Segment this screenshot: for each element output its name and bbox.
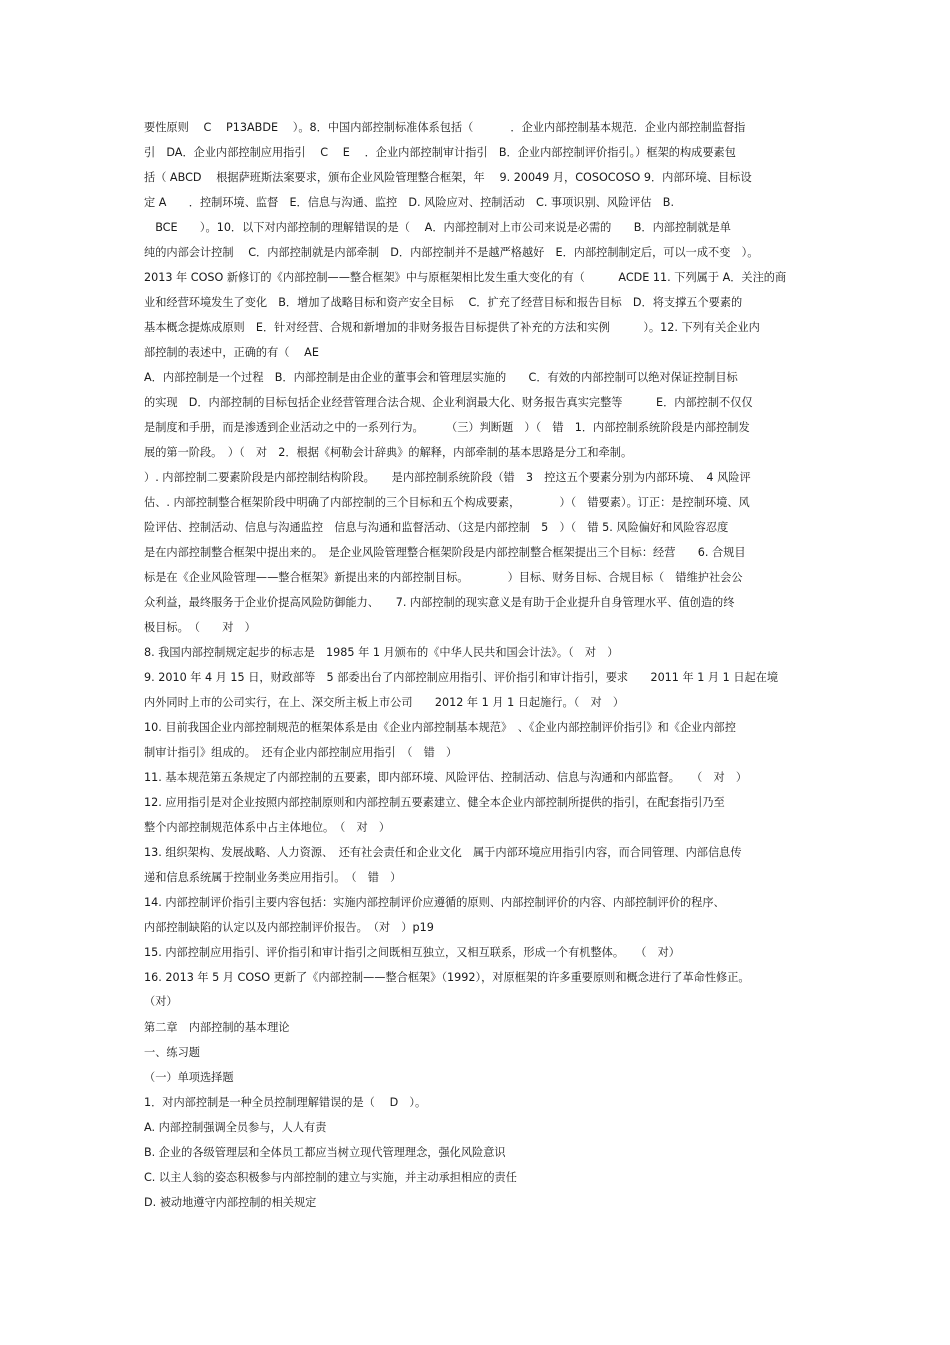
text-line: 制审计指引》组成的。 还有企业内部控制应用指引 （ 错 ） bbox=[144, 746, 458, 759]
text-line: 15. 内部控制应用指引、评价指引和审计指引之间既相互独立，又相互联系，形成一个有机整体。 （ 对） bbox=[144, 946, 680, 959]
text-line: 9. 2010 年 4 月 15 日，财政部等 5 部委出台了内部控制应用指引、评价指引和审计指引，要求 2011 年 1 月 1 日起在境 bbox=[144, 671, 779, 684]
text-line: 估、. 内部控制整合框架阶段中明确了内部控制的三个目标和五个构成要素， ）（ 错要素）。订正：是控制环境、风 bbox=[144, 496, 750, 509]
text-line: 10. 目前我国企业内部控制规范的框架体系是由《企业内部控制基本规范》 、《企业内部控制评价指引》和《企业内部控 bbox=[144, 721, 736, 734]
text-line: 引 DA．企业内部控制应用指引 C E ．企业内部控制审计指引 B．企业内部控制评价指引。）框架的构成要素包 bbox=[144, 146, 736, 159]
section-heading: 一、练习题 bbox=[144, 1046, 200, 1059]
question-text: 1．对内部控制是一种全员控制理解错误的是（ D ）。 bbox=[144, 1096, 427, 1109]
text-line: 内外同时上市的公司实行，在上、深交所主板上市公司 2012 年 1 月 1 日起施行。（ 对 ） bbox=[144, 696, 625, 709]
text-line: 基本概念提炼成原则 E．针对经营、合规和新增加的非财务报告目标提供了补充的方法和实例 ）。12. 下列有关企业内 bbox=[144, 321, 760, 334]
text-line: 纯的内部会计控制 C．内部控制就是内部牵制 D．内部控制并不是越严格越好 E．内部控制制定后，可以一成不变 ）。 bbox=[144, 246, 759, 259]
text-line: 递和信息系统属于控制业务类应用指引。 （ 错 ） bbox=[144, 871, 402, 884]
chapter-heading: 第二章 内部控制的基本理论 bbox=[144, 1021, 290, 1034]
text-line: 12. 应用指引是对企业按照内部控制原则和内部控制五要素建立、健全本企业内部控制所提供的指引，在配套指引乃至 bbox=[144, 796, 725, 809]
text-line: A．内部控制是一个过程 B．内部控制是由企业的董事会和管理层实施的 C．有效的内部控制可以绝对保证控制目标 bbox=[144, 371, 738, 384]
text-line: （对） bbox=[144, 995, 178, 1008]
text-line: 众利益，最终服务于企业价提高风险防御能力、 7. 内部控制的现实意义是有助于企业提升自身管理水平、值创造的终 bbox=[144, 596, 735, 609]
option-b: B. 企业的各级管理层和全体员工都应当树立现代管理理念，强化风险意识 bbox=[144, 1146, 506, 1159]
text-line: 的实现 D．内部控制的目标包括企业经营管理合法合规、企业利润最大化、财务报告真实完整等 E．内部控制不仅仅 bbox=[144, 396, 753, 409]
text-line: 14. 内部控制评价指引主要内容包括：实施内部控制评价应遵循的原则、内部控制评价的内容、内部控制评价的程序、 bbox=[144, 896, 725, 909]
text-line: ）. 内部控制二要素阶段是内部控制结构阶段。 是内部控制系统阶段（错 3 控这五个要素分别为内部环境、 4 风险评 bbox=[144, 471, 751, 484]
text-line: 16. 2013 年 5 月 COSO 更新了《内部控制——整合框架》（1992），对原框架的许多重要原则和概念进行了革命性修正。 bbox=[144, 971, 750, 984]
text-line: 业和经营环境发生了变化 B．增加了战略目标和资产安全目标 C．扩充了经营目标和报告目标 D．将支撑五个要素的 bbox=[144, 296, 743, 309]
text-line: 要性原则 C P13ABDE ）。8．中国内部控制标准体系包括（ ．企业内部控制基本规范．企业内部控制监督指 bbox=[144, 121, 746, 134]
option-c: C. 以主人翁的姿态积极参与内部控制的建立与实施，并主动承担相应的责任 bbox=[144, 1171, 517, 1184]
option-d: D. 被动地遵守内部控制的相关规定 bbox=[144, 1196, 317, 1209]
text-line: 展的第一阶段。 ）（ 对 2．根据《柯勒会计辞典》的解释，内部牵制的基本思路是分工和牵制。 bbox=[144, 446, 633, 459]
option-a: A. 内部控制强调全员参与，人人有责 bbox=[144, 1121, 327, 1134]
text-line: 标是在《企业风险管理——整合框架》新提出来的内部控制目标。 ）目标、财务目标、合规目标（ 错维护社会公 bbox=[144, 571, 743, 584]
text-line: BCE ）。10．以下对内部控制的理解错误的是（ A．内部控制对上市公司来说是必需的 B．内部控制就是单 bbox=[144, 221, 731, 234]
text-line: 是在内部控制整合框架中提出来的。 是企业风险管理整合框架阶段是内部控制整合框架提出三个目标：经营 6. 合规目 bbox=[144, 546, 746, 559]
text-line: 整个内部控制规范体系中占主体地位。 （ 对 ） bbox=[144, 821, 391, 834]
text-line: 11. 基本规范第五条规定了内部控制的五要素，即内部环境、风险评估、控制活动、信息与沟通和内部监督。 （ 对 ） bbox=[144, 771, 748, 784]
text-line: 定 A ．控制环境、监督 E．信息与沟通、监控 D. 风险应对、控制活动 C. 事项识别、风险评估 B. bbox=[144, 196, 675, 209]
text-line: 险评估、控制活动、信息与沟通监控 信息与沟通和监督活动、（这是内部控制 5 ）（ 错 5. 风险偏好和风险容忍度 bbox=[144, 521, 729, 534]
subsection-heading: （一）单项选择题 bbox=[144, 1071, 234, 1084]
text-line: 括（ ABCD 根据萨班斯法案要求，颁布企业风险管理整合框架，年 9. 20049 月，COSOCOSO 9．内部环境、目标设 bbox=[144, 171, 752, 184]
text-line: 是制度和手册，而是渗透到企业活动之中的一系列行为。 （三）判断题 ）（ 错 1．内部控制系统阶段是内部控制发 bbox=[144, 421, 750, 434]
text-line: 内部控制缺陷的认定以及内部控制评价报告。 （对 ）p19 bbox=[144, 921, 434, 934]
text-line: 2013 年 COSO 新修订的《内部控制——整合框架》中与原框架相比发生重大变化的有（ ACDE 11. 下列属于 A．关注的商 bbox=[144, 271, 787, 284]
text-line: 部控制的表述中，正确的有（ AE bbox=[144, 346, 319, 359]
text-line: 8. 我国内部控制规定起步的标志是 1985 年 1 月颁布的《中华人民共和国会计法》。（ 对 ） bbox=[144, 646, 619, 659]
text-line: 极目标。 （ 对 ） bbox=[144, 621, 256, 634]
text-line: 13. 组织架构、发展战略、人力资源、 还有社会责任和企业文化 属于内部环境应用指引内容，而合同管理、内部信息传 bbox=[144, 846, 742, 859]
